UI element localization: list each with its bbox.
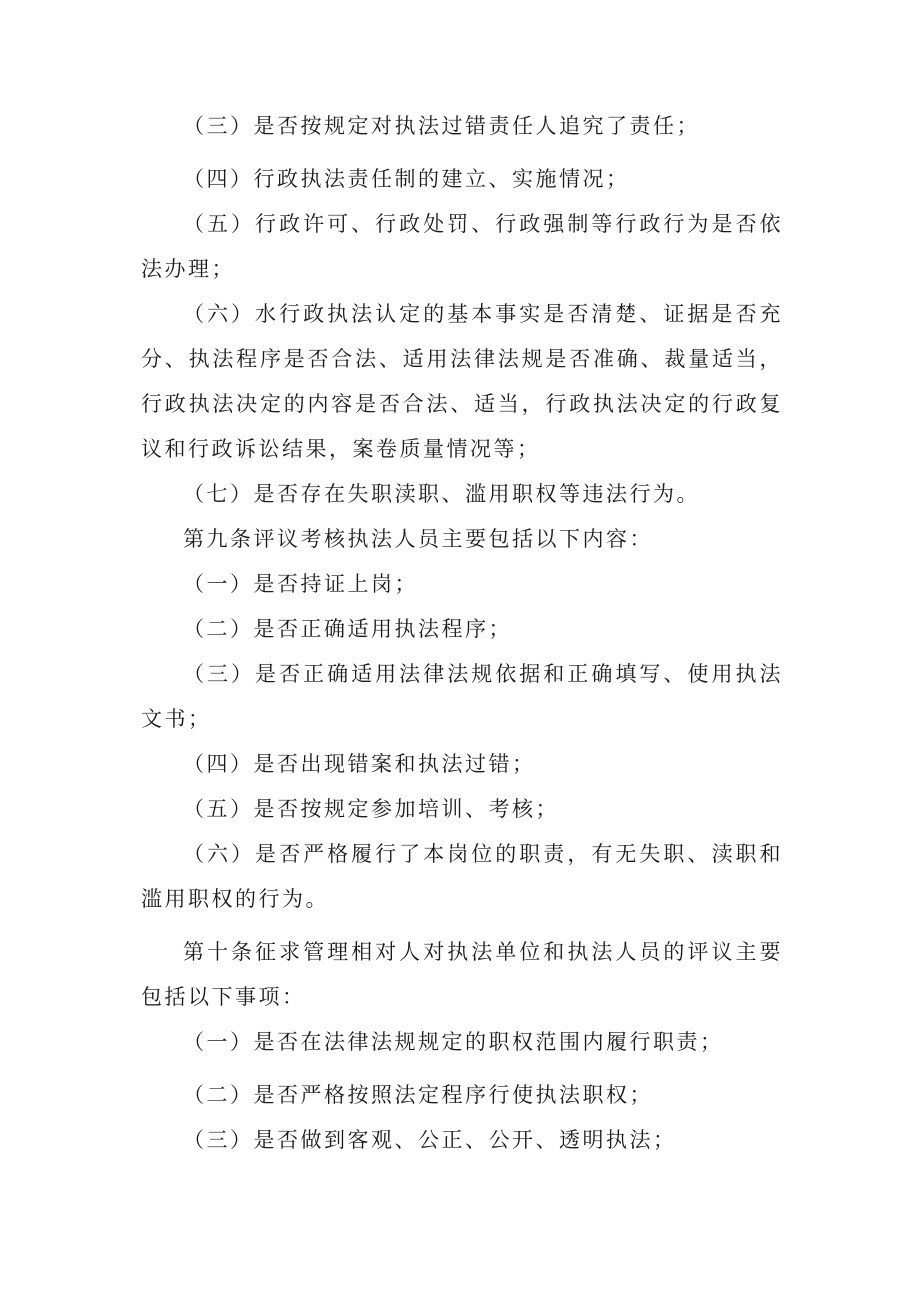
paragraph-item-7: （七）是否存在失职渎职、滥用职权等违法行为。 [183,482,700,506]
article-9-item-1: （一）是否持证上岗； [183,572,418,596]
article-9-item-6: （六）是否严格履行了本岗位的职责，有无失职、渎职和滥用职权的行为。 [141,842,783,911]
paragraph-item-3: （三）是否按规定对执法过错责任人追究了责任； [183,114,700,138]
document-body [141,104,783,1163]
article-9-heading: 第九条评议考核执法人员主要包括以下内容： [183,527,653,551]
article-9-item-4: （四）是否出现错案和执法过错； [183,752,536,776]
article-10-item-3: （三）是否做到客观、公正、公开、透明执法； [183,1128,677,1152]
paragraph-item-5: （五）行政许可、行政处罚、行政强制等行政行为是否依法办理； [141,212,783,281]
paragraph-item-4: （四）行政执法责任制的建立、实施情况； [183,167,630,191]
article-10-item-2: （二）是否严格按照法定程序行使执法职权； [183,1083,653,1107]
article-9-item-2: （二）是否正确适用执法程序； [183,617,512,641]
paragraph-item-6: （六）水行政执法认定的基本事实是否清楚、证据是否充分、执法程序是否合法、适用法律法规是否准确、裁量适当，行政执法决定的内容是否合法、适当，行政执法决定的行政复议和行政诉讼结果，案卷质量情况等； [141,302,783,461]
article-9-item-5: （五）是否按规定参加培训、考核； [183,797,559,821]
article-10-heading: 第十条征求管理相对人对执法单位和执法人员的评议主要包括以下事项： [141,940,783,1009]
article-9-item-3: （三）是否正确适用法律法规依据和正确填写、使用执法文书； [141,662,783,731]
article-10-item-1: （一）是否在法律法规规定的职权范围内履行职责； [183,1030,724,1054]
